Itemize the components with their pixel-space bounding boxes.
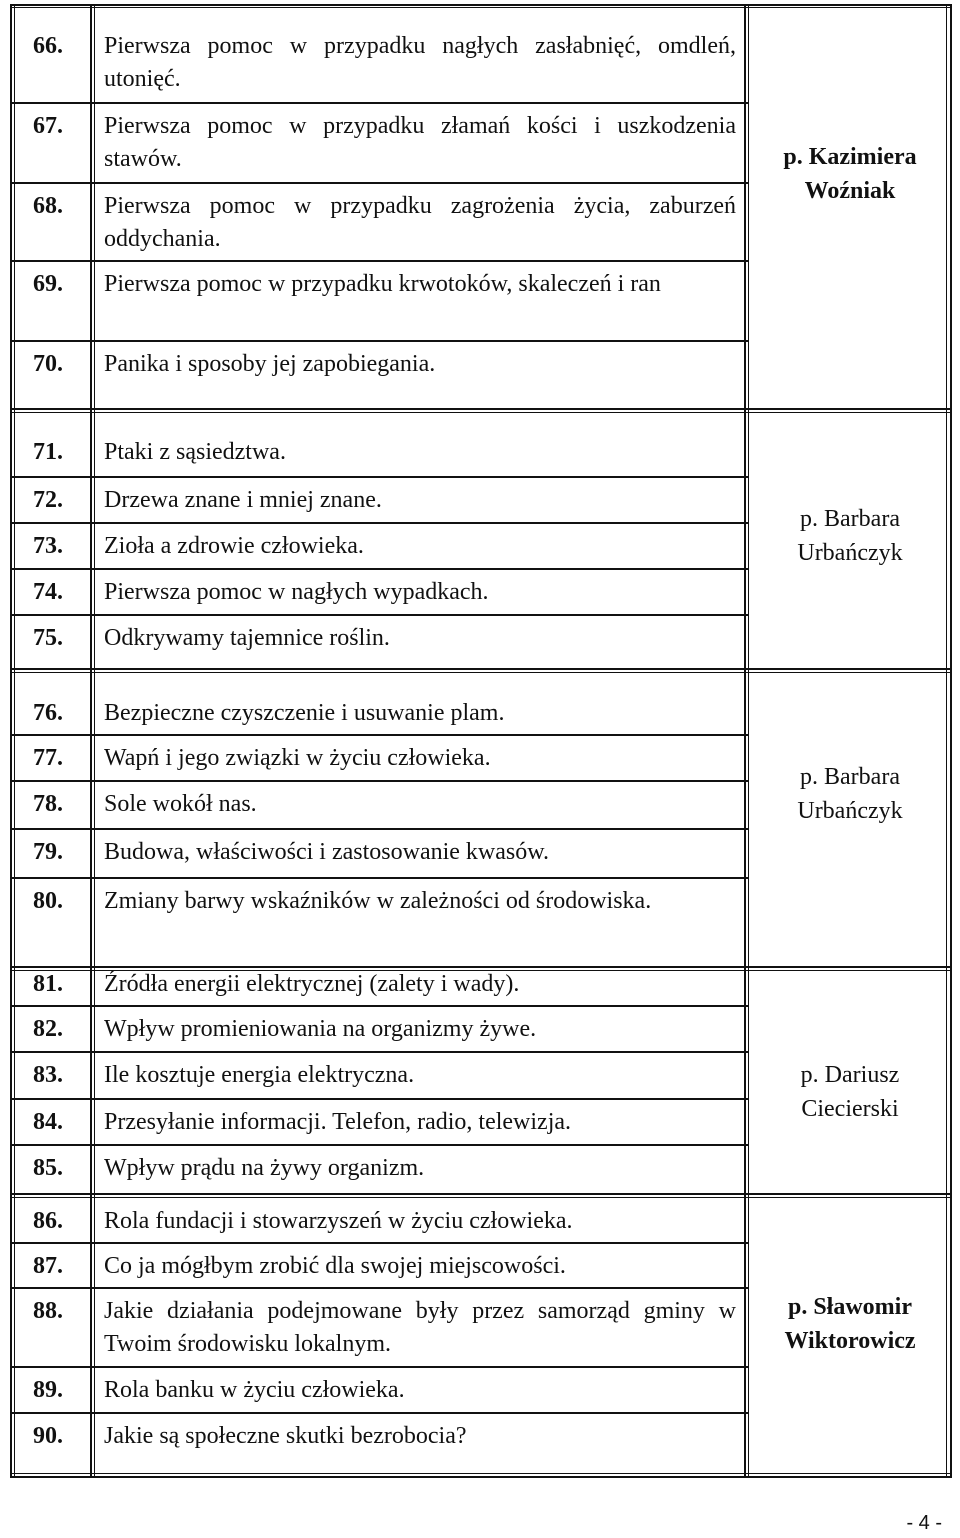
- topic-number: 90.: [33, 1423, 63, 1449]
- table-horizontal-rule: [10, 1473, 952, 1474]
- teacher-title-line: p. Sławomir: [787, 1294, 912, 1320]
- topic-number: 73.: [33, 533, 63, 559]
- row-separator: [10, 1144, 748, 1146]
- topic-number: 86.: [33, 1208, 63, 1234]
- topic-title: Rola fundacji i stowarzyszeń w życiu człowieka.: [104, 1208, 573, 1234]
- table-horizontal-rule: [10, 4, 952, 6]
- topic-number: 87.: [33, 1253, 63, 1279]
- topic-title: Wpływ promieniowania na organizmy żywe.: [104, 1016, 537, 1042]
- table-horizontal-rule: [10, 7, 952, 8]
- teacher-title-line: p. Kazimiera: [783, 144, 917, 170]
- topic-title: Budowa, właściwości i zastosowanie kwasów.: [104, 839, 550, 865]
- topic-title: Odkrywamy tajemnice roślin.: [104, 625, 390, 651]
- teacher-name: [752, 760, 948, 828]
- row-separator: [10, 780, 748, 782]
- table-vertical-rule: [90, 4, 92, 1476]
- row-separator: [10, 568, 748, 570]
- table-horizontal-rule: [10, 1476, 952, 1478]
- row-separator: [10, 614, 748, 616]
- topic-title: Pierwsza pomoc w przypadku krwotoków, skaleczeń i ran: [104, 271, 661, 297]
- row-separator: [10, 734, 748, 736]
- topic-number: 88.: [33, 1298, 63, 1324]
- topic-title: Pierwsza pomoc w przypadku złamań kości i uszkodzenia stawów.: [104, 113, 736, 172]
- topic-number: 70.: [33, 351, 63, 377]
- topic-title: Rola banku w życiu człowieka.: [104, 1377, 405, 1403]
- table-vertical-rule: [748, 4, 749, 1476]
- teacher-surname-line: Woźniak: [804, 178, 896, 204]
- topic-number: 77.: [33, 745, 63, 771]
- topic-number: 67.: [33, 113, 63, 139]
- table-vertical-rule: [744, 4, 746, 1476]
- row-separator: [10, 1051, 748, 1053]
- table-vertical-rule: [950, 4, 952, 1476]
- teacher-title-line: p. Dariusz: [800, 1062, 900, 1088]
- topic-number: 78.: [33, 791, 63, 817]
- teacher-surname-line: Urbańczyk: [797, 540, 903, 566]
- teacher-name: [752, 1290, 948, 1358]
- topic-number: 82.: [33, 1016, 63, 1042]
- topic-number: 71.: [33, 439, 63, 465]
- topic-number: 75.: [33, 625, 63, 651]
- table-vertical-rule: [14, 4, 15, 1476]
- topic-title: Zmiany barwy wskaźników w zależności od środowiska.: [104, 888, 652, 914]
- topic-title: Źródła energii elektrycznej (zalety i wady).: [104, 971, 520, 997]
- row-separator: [10, 1366, 748, 1368]
- topic-title: Panika i sposoby jej zapobiegania.: [104, 351, 436, 377]
- topic-number: 85.: [33, 1155, 63, 1181]
- row-separator: [10, 102, 748, 104]
- topic-number: 68.: [33, 193, 63, 219]
- table-vertical-rule: [94, 4, 95, 1476]
- topic-title: Przesyłanie informacji. Telefon, radio, telewizja.: [104, 1109, 572, 1135]
- table-vertical-rule: [946, 4, 947, 1476]
- topic-number: 83.: [33, 1062, 63, 1088]
- page-number: - 4 -: [906, 1512, 942, 1534]
- row-separator: [10, 1242, 748, 1244]
- teacher-name: [752, 140, 948, 208]
- row-separator: [10, 828, 748, 830]
- topic-number: 69.: [33, 271, 63, 297]
- row-separator: [10, 1005, 748, 1007]
- topic-number: 66.: [33, 33, 63, 59]
- group-separator: [10, 672, 952, 673]
- teacher-surname-line: Wiktorowicz: [784, 1328, 916, 1354]
- topic-title: Pierwsza pomoc w nagłych wypadkach.: [104, 579, 489, 605]
- row-separator: [10, 182, 748, 184]
- teacher-title-line: p. Barbara: [800, 506, 900, 532]
- teacher-surname-line: Ciecierski: [801, 1096, 899, 1122]
- topic-number: 76.: [33, 700, 63, 726]
- topic-title: Drzewa znane i mniej znane.: [104, 487, 382, 513]
- topic-title: Co ja mógłbym zrobić dla swojej miejscowości.: [104, 1253, 566, 1279]
- topic-number: 89.: [33, 1377, 63, 1403]
- topic-title: Wapń i jego związki w życiu człowieka.: [104, 745, 491, 771]
- row-separator: [10, 1098, 748, 1100]
- row-separator: [10, 1412, 748, 1414]
- group-separator: [10, 1197, 952, 1198]
- topic-number: 74.: [33, 579, 63, 605]
- topic-number: 79.: [33, 839, 63, 865]
- group-separator: [10, 412, 952, 413]
- table-vertical-rule: [10, 4, 12, 1476]
- topic-title: Ile kosztuje energia elektryczna.: [104, 1062, 415, 1088]
- teacher-name: [752, 1058, 948, 1126]
- topic-title: Wpływ prądu na żywy organizm.: [104, 1155, 425, 1181]
- topic-number: 80.: [33, 888, 63, 914]
- row-separator: [10, 877, 748, 879]
- topic-title: Jakie są społeczne skutki bezrobocia?: [104, 1423, 467, 1449]
- row-separator: [10, 476, 748, 478]
- group-separator: [10, 408, 952, 410]
- topic-title: Ptaki z sąsiedztwa.: [104, 439, 286, 465]
- topic-title: Pierwsza pomoc w przypadku zagrożenia życia, zaburzeń oddychania.: [104, 193, 736, 252]
- topic-title: Zioła a zdrowie człowieka.: [104, 533, 364, 559]
- group-separator: [10, 668, 952, 670]
- topic-number: 72.: [33, 487, 63, 513]
- topic-title: Jakie działania podejmowane były przez samorząd gminy w Twoim środowisku lokalnym.: [104, 1298, 736, 1357]
- teacher-surname-line: Urbańczyk: [797, 798, 903, 824]
- topic-title: Pierwsza pomoc w przypadku nagłych zasłabnięć, omdleń, utonięć.: [104, 33, 736, 92]
- group-separator: [10, 1193, 952, 1195]
- row-separator: [10, 522, 748, 524]
- topic-number: 84.: [33, 1109, 63, 1135]
- topic-number: 81.: [33, 971, 63, 997]
- teacher-name: [752, 502, 948, 570]
- topic-title: Sole wokół nas.: [104, 791, 257, 817]
- teacher-title-line: p. Barbara: [800, 764, 900, 790]
- row-separator: [10, 340, 748, 342]
- topic-title: Bezpieczne czyszczenie i usuwanie plam.: [104, 700, 505, 726]
- row-separator: [10, 260, 748, 262]
- row-separator: [10, 1287, 748, 1289]
